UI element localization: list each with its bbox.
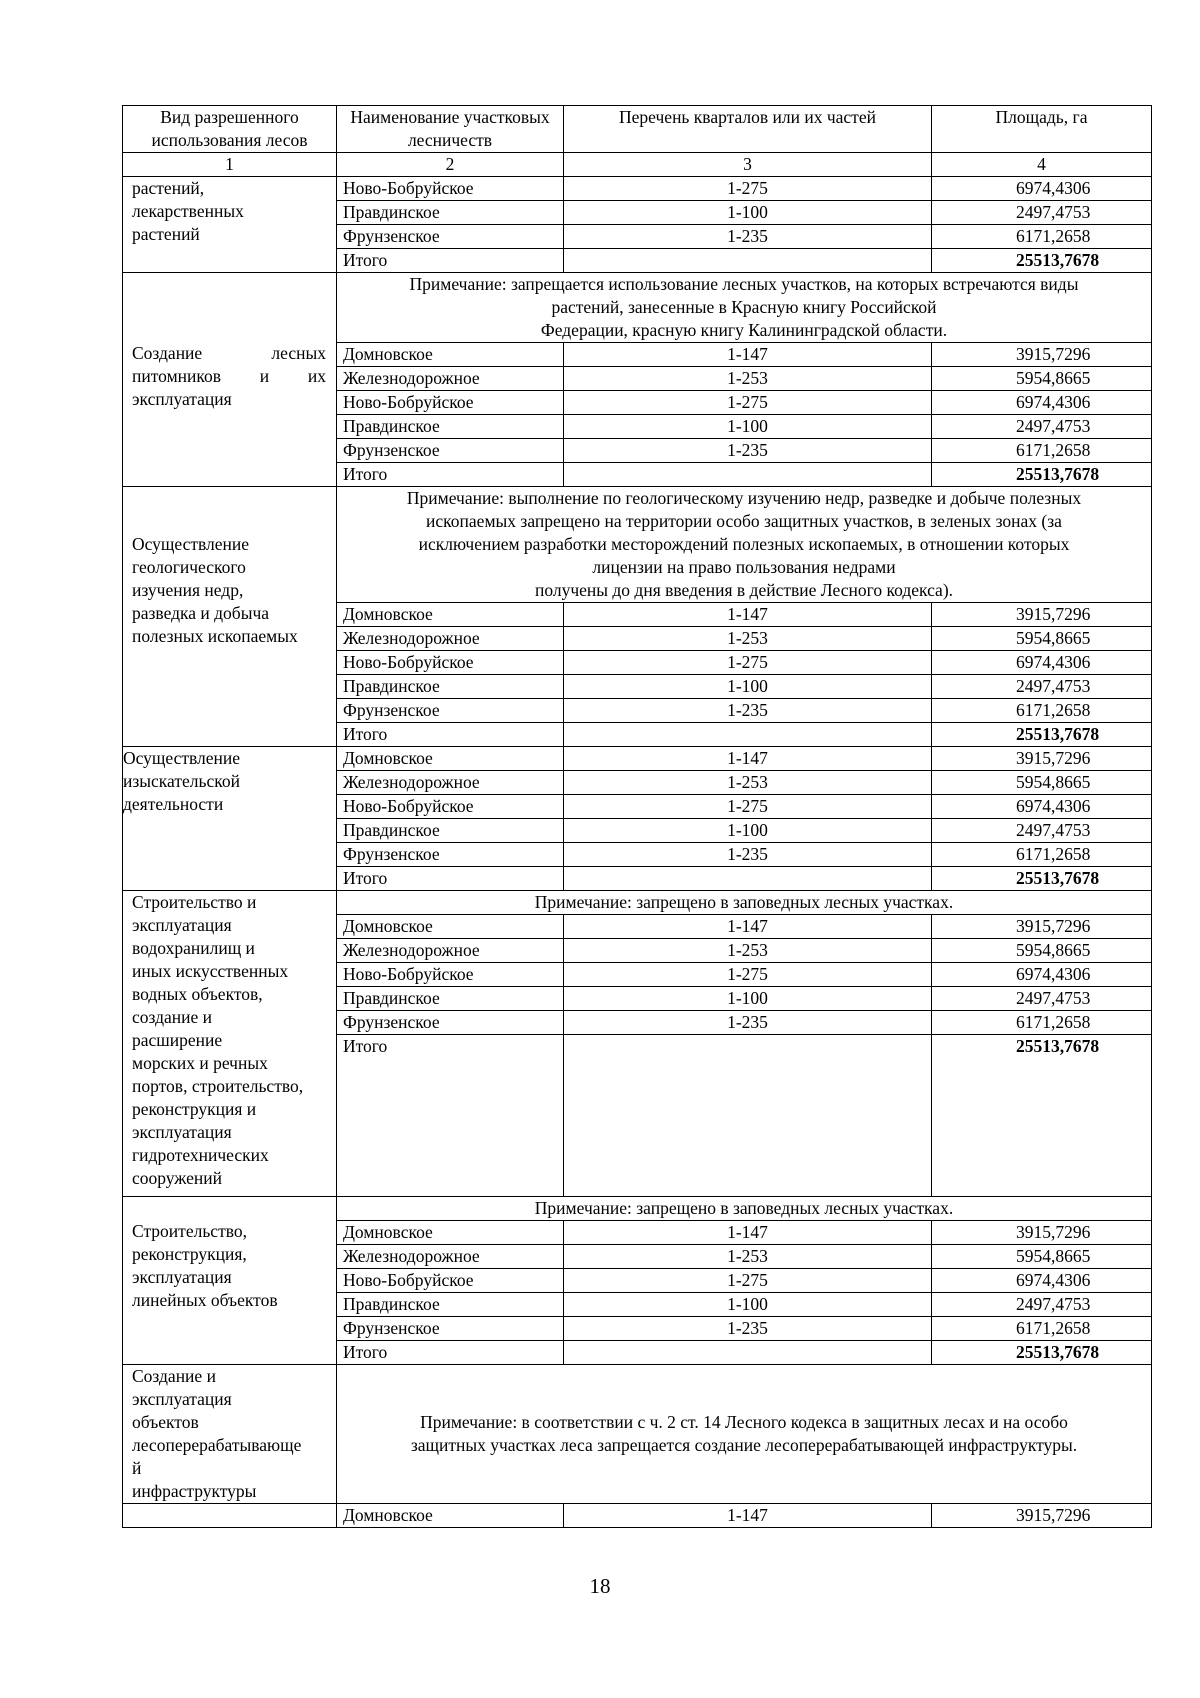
- forestry-name: Правдинское: [337, 1293, 564, 1317]
- kind-cell-plants: растений, лекарственных растений: [123, 177, 337, 273]
- quarters: 1-275: [564, 651, 932, 675]
- forestry-name: Фрунзенское: [337, 1011, 564, 1035]
- forestry-name: Железнодорожное: [337, 627, 564, 651]
- empty-cell: [564, 1341, 932, 1365]
- total-label: Итого: [337, 723, 564, 747]
- kind-cell-woodprocessing: Создание и эксплуатация объектов лесоперерабатывающе й инфраструктуры: [123, 1365, 337, 1504]
- area: 5954,8665: [932, 771, 1152, 795]
- forestry-name: Железнодорожное: [337, 1245, 564, 1269]
- note-geology: Примечание: выполнение по геологическому изучению недр, разведке и добыче полезных ископаемых запрещено на территории особо защитных участков, в зеленых зонах (за исключением разработки месторождений полезных ископаемых, в отношении которых лицензии на право пользования недрами получены до дня введения в действие Лесного кодекса).: [337, 487, 1152, 603]
- kind-cell-reservoirs: Строительство и эксплуатация водохранилищ и иных искусственных водных объектов, создание и расширение морских и речных портов, строительство, реконструкция и эксплуатация гидротехнических сооружений: [123, 891, 337, 1197]
- total-area: 25513,7678: [932, 867, 1152, 891]
- forestry-name: Ново-Бобруйское: [337, 1269, 564, 1293]
- total-label: Итого: [337, 867, 564, 891]
- area: 6974,4306: [932, 391, 1152, 415]
- quarters: 1-235: [564, 843, 932, 867]
- area: 3915,7296: [932, 915, 1152, 939]
- quarters: 1-275: [564, 1269, 932, 1293]
- quarters: 1-253: [564, 771, 932, 795]
- quarters: 1-275: [564, 963, 932, 987]
- area: 6974,4306: [932, 795, 1152, 819]
- header-col-kind: Вид разрешенного использования лесов: [123, 106, 337, 153]
- forestry-name: Фрунзенское: [337, 699, 564, 723]
- header-col-quarters: Перечень кварталов или их частей: [564, 106, 932, 153]
- total-area: 25513,7678: [932, 249, 1152, 273]
- forestry-name: Фрунзенское: [337, 843, 564, 867]
- area: 2497,4753: [932, 819, 1152, 843]
- note-wood-processing: Примечание: в соответствии с ч. 2 ст. 14 Лесного кодекса в защитных лесах и на особо защитных участках леса запрещается создание лесоперерабатывающей инфраструктуры.: [337, 1365, 1152, 1504]
- forestry-name: Домновское: [337, 343, 564, 367]
- empty-cell: [564, 1035, 932, 1197]
- quarters: 1-147: [564, 915, 932, 939]
- quarters: 1-275: [564, 391, 932, 415]
- quarters: 1-253: [564, 1245, 932, 1269]
- note-red-book: Примечание: запрещается использование лесных участков, на которых встречаются виды растений, занесенные в Красную книгу Российской Федерации, красную книгу Калининградской области.: [337, 273, 1152, 343]
- forestry-name: Фрунзенское: [337, 1317, 564, 1341]
- total-area: 25513,7678: [932, 1341, 1152, 1365]
- kind-cell-geology: Осуществление геологического изучения недр, разведка и добыча полезных ископаемых: [123, 487, 337, 747]
- header-num-3: 3: [564, 153, 932, 177]
- quarters: 1-147: [564, 343, 932, 367]
- forestry-name: Железнодорожное: [337, 367, 564, 391]
- quarters: 1-275: [564, 177, 932, 201]
- page-number: 18: [589, 1574, 611, 1598]
- quarters: 1-100: [564, 1293, 932, 1317]
- total-label: Итого: [337, 1341, 564, 1365]
- forestry-name: Ново-Бобруйское: [337, 963, 564, 987]
- area: 6974,4306: [932, 651, 1152, 675]
- quarters: 1-100: [564, 987, 932, 1011]
- quarters: 1-235: [564, 699, 932, 723]
- quarters: 1-235: [564, 1011, 932, 1035]
- empty-cell: [564, 867, 932, 891]
- forestry-name: Ново-Бобруйское: [337, 651, 564, 675]
- area: 6171,2658: [932, 699, 1152, 723]
- quarters: 1-235: [564, 439, 932, 463]
- area: 6171,2658: [932, 1011, 1152, 1035]
- area: 3915,7296: [932, 343, 1152, 367]
- quarters: 1-253: [564, 627, 932, 651]
- header-num-2: 2: [337, 153, 564, 177]
- quarters: 1-235: [564, 1317, 932, 1341]
- area: 2497,4753: [932, 1293, 1152, 1317]
- forestry-name: Правдинское: [337, 201, 564, 225]
- forest-use-table: [122, 105, 1152, 1528]
- forestry-name: Железнодорожное: [337, 939, 564, 963]
- forestry-name: Домновское: [337, 915, 564, 939]
- forestry-name: Фрунзенское: [337, 439, 564, 463]
- forestry-name: Ново-Бобруйское: [337, 391, 564, 415]
- area: 2497,4753: [932, 675, 1152, 699]
- header-col-forestry: Наименование участковых лесничеств: [337, 106, 564, 153]
- forestry-name: Домновское: [337, 1221, 564, 1245]
- area: 2497,4753: [932, 415, 1152, 439]
- total-label: Итого: [337, 249, 564, 273]
- area: 2497,4753: [932, 201, 1152, 225]
- total-label: Итого: [337, 463, 564, 487]
- forestry-name: Домновское: [337, 1504, 564, 1528]
- kind-cell-surveying: Осуществление изыскательской деятельности: [123, 747, 337, 891]
- area: 6171,2658: [932, 439, 1152, 463]
- forestry-name: Ново-Бобруйское: [337, 177, 564, 201]
- quarters: 1-100: [564, 819, 932, 843]
- area: 5954,8665: [932, 1245, 1152, 1269]
- area: 3915,7296: [932, 1504, 1152, 1528]
- total-area: 25513,7678: [932, 1035, 1152, 1197]
- forestry-name: Домновское: [337, 603, 564, 627]
- quarters: 1-253: [564, 939, 932, 963]
- area: 5954,8665: [932, 939, 1152, 963]
- area: 5954,8665: [932, 367, 1152, 391]
- forestry-name: Правдинское: [337, 987, 564, 1011]
- forestry-name: Железнодорожное: [337, 771, 564, 795]
- area: 6974,4306: [932, 177, 1152, 201]
- header-col-area: Площадь, га: [932, 106, 1152, 153]
- quarters: 1-100: [564, 201, 932, 225]
- note-reserved-2: Примечание: запрещено в заповедных лесных участках.: [337, 1197, 1152, 1221]
- forestry-name: Ново-Бобруйское: [337, 795, 564, 819]
- quarters: 1-235: [564, 225, 932, 249]
- quarters: 1-147: [564, 1221, 932, 1245]
- area: 3915,7296: [932, 603, 1152, 627]
- total-area: 25513,7678: [932, 723, 1152, 747]
- kind-cell-linear: Строительство, реконструкция, эксплуатация линейных объектов: [123, 1197, 337, 1365]
- empty-cell: [123, 1504, 337, 1528]
- forestry-name: Домновское: [337, 747, 564, 771]
- total-label: Итого: [337, 1035, 564, 1197]
- quarters: 1-100: [564, 675, 932, 699]
- quarters: 1-147: [564, 603, 932, 627]
- total-area: 25513,7678: [932, 463, 1152, 487]
- area: 5954,8665: [932, 627, 1152, 651]
- area: 2497,4753: [932, 987, 1152, 1011]
- forestry-name: Правдинское: [337, 819, 564, 843]
- quarters: 1-275: [564, 795, 932, 819]
- area: 6974,4306: [932, 1269, 1152, 1293]
- area: 6171,2658: [932, 225, 1152, 249]
- header-num-4: 4: [932, 153, 1152, 177]
- quarters: 1-147: [564, 1504, 932, 1528]
- note-reserved-1: Примечание: запрещено в заповедных лесных участках.: [337, 891, 1152, 915]
- forestry-name: Правдинское: [337, 675, 564, 699]
- quarters: 1-147: [564, 747, 932, 771]
- empty-cell: [564, 723, 932, 747]
- area: 3915,7296: [932, 747, 1152, 771]
- area: 3915,7296: [932, 1221, 1152, 1245]
- header-num-1: 1: [123, 153, 337, 177]
- kind-cell-nurseries: Создание лесных питомников и их эксплуатация: [123, 273, 337, 487]
- forestry-name: Правдинское: [337, 415, 564, 439]
- empty-cell: [564, 249, 932, 273]
- quarters: 1-100: [564, 415, 932, 439]
- forestry-name: Фрунзенское: [337, 225, 564, 249]
- empty-cell: [564, 463, 932, 487]
- area: 6974,4306: [932, 963, 1152, 987]
- quarters: 1-253: [564, 367, 932, 391]
- area: 6171,2658: [932, 843, 1152, 867]
- area: 6171,2658: [932, 1317, 1152, 1341]
